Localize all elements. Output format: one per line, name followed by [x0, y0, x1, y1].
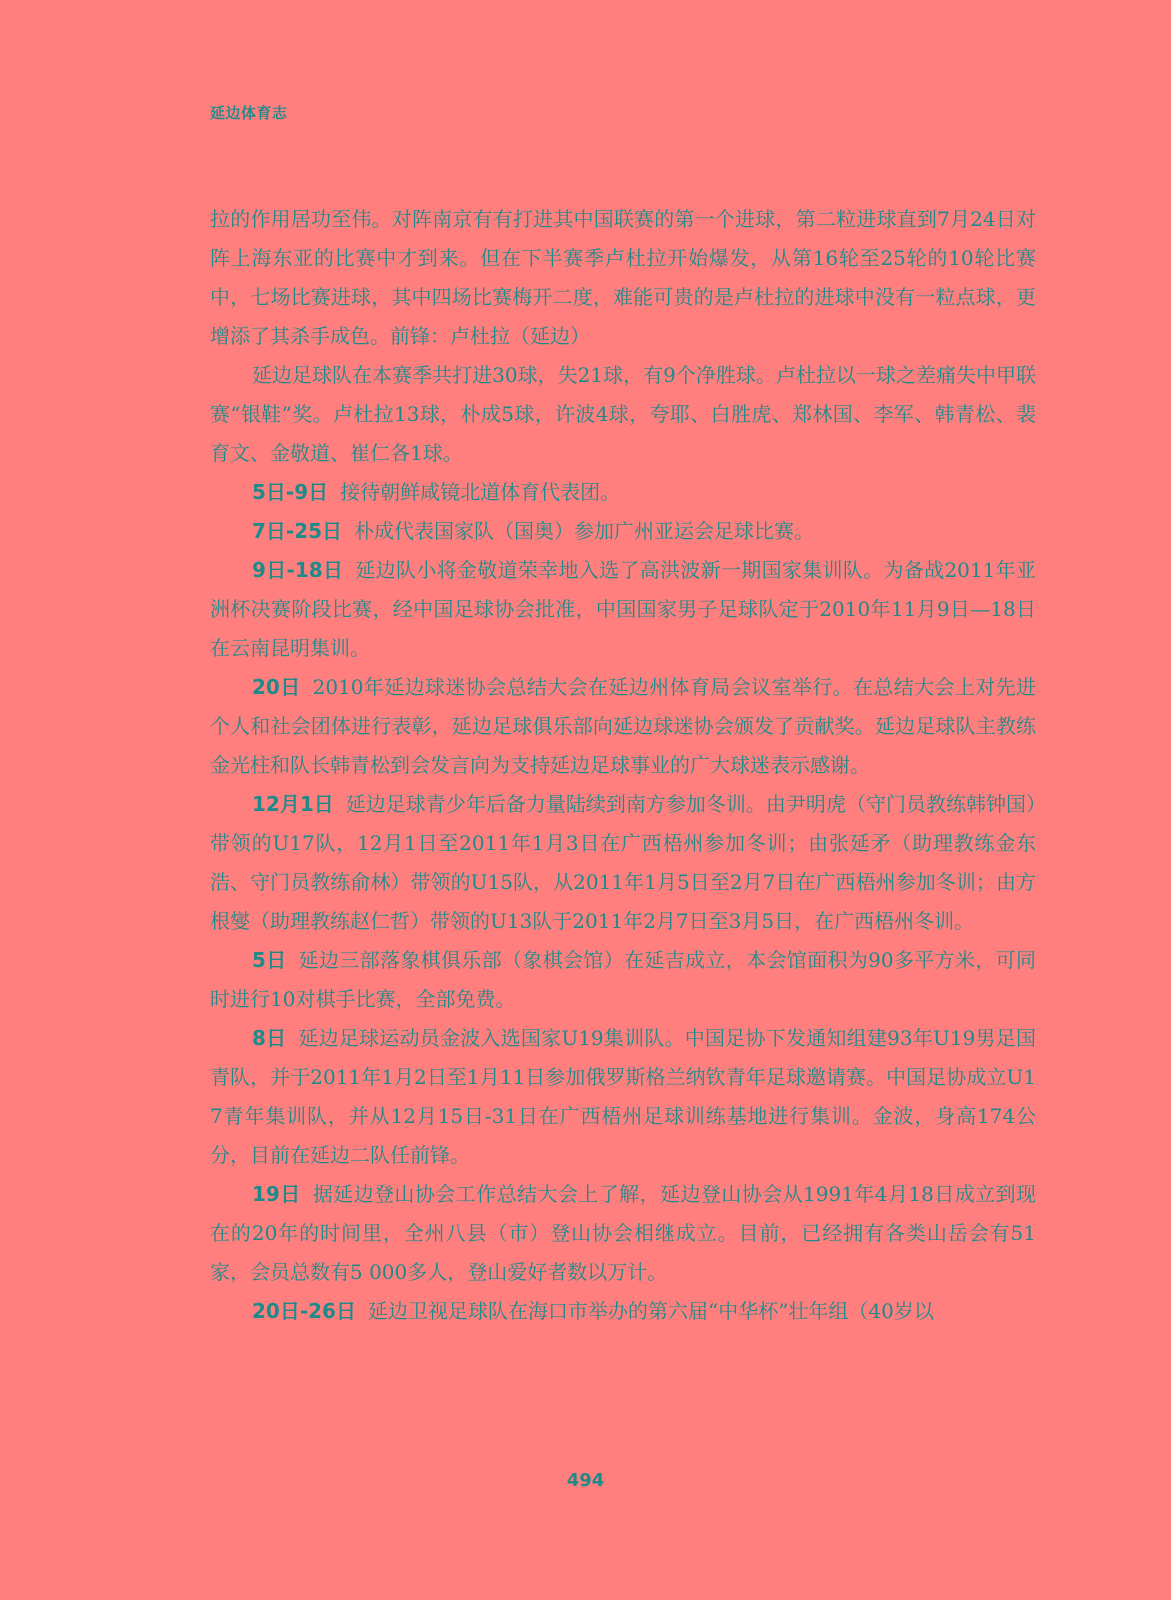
entry-text: 延边足球运动员金波入选国家U19集训队。中国足协下发通知组建93年U19男足国青队，并于2011年1月2日至1月11日参加俄罗斯格兰纳钦青年足球邀请赛。中国足协成立U17青年集训队，并从12月15日-31日在广西梧州足球训练基地进行集训。金波，身高174公分，目前在延边二队任前锋。	[210, 1026, 1036, 1167]
entry-text: 接待朝鲜咸镜北道体育代表团。	[340, 480, 621, 504]
dated-entry	[210, 941, 1036, 1019]
entry-date: 7日-25日	[252, 519, 343, 543]
entry-date: 20日	[252, 675, 301, 699]
entry-date: 5日	[252, 948, 287, 972]
entry-text: 延边卫视足球队在海口市举办的第六届“中华杯”壮年组（40岁以	[367, 1299, 934, 1323]
entry-text: 2010年延边球迷协会总结大会在延边州体育局会议室举行。在总结大会上对先进个人和社会团体进行表彰，延边足球俱乐部向延边球迷协会颁发了贡献奖。延边足球队主教练金光柱和队长韩青松到会发言向为支持延边足球事业的广大球迷表示感谢。	[210, 675, 1036, 777]
entry-date: 5日-9日	[252, 480, 329, 504]
entry-text: 延边足球青少年后备力量陆续到南方参加冬训。由尹明虎（守门员教练韩钟国）带领的U17队，12月1日至2011年1月3日在广西梧州参加冬训；由张延矛（助理教练金东浩、守门员教练俞林）带领的U15队，从2011年1月5日至2月7日在广西梧州参加冬训；由方根燮（助理教练赵仁哲）带领的U13队于2011年2月7日至3月5日，在广西梧州冬训。	[210, 792, 1037, 933]
entry-date: 19日	[252, 1182, 301, 1206]
running-header: 延边体育志	[210, 104, 288, 122]
dated-entry	[210, 1175, 1036, 1292]
dated-entry	[210, 551, 1036, 668]
paragraph-text: 延边足球队在本赛季共打进30球，失21球，有9个净胜球。卢杜拉以一球之差痛失中甲联赛“银鞋”奖。卢杜拉13球，朴成5球，许波4球，夸耶、白胜虎、郑林国、李军、韩青松、裴育文、金敬道、崔仁各1球。	[210, 363, 1036, 465]
page-number: 494	[566, 1470, 605, 1491]
entry-date: 8日	[252, 1026, 287, 1050]
entry-text: 延边队小将金敬道荣幸地入选了高洪波新一期国家集训队。为备战2011年亚洲杯决赛阶段比赛，经中国足球协会批准，中国国家男子足球队定于2010年11月9日—18日在云南昆明集训。	[210, 558, 1036, 660]
dated-entry	[210, 785, 1036, 941]
entry-date: 20日-26日	[252, 1299, 356, 1323]
paragraph	[210, 356, 1036, 473]
entry-date: 9日-18日	[252, 558, 344, 582]
entry-text: 延边三部落象棋俱乐部（象棋会馆）在延吉成立，本会馆面积为90多平方米，可同时进行10对棋手比赛，全部免费。	[210, 948, 1037, 1011]
entry-text: 朴成代表国家队（国奥）参加广州亚运会足球比赛。	[354, 519, 815, 543]
entry-text: 据延边登山协会工作总结大会上了解，延边登山协会从1991年4月18日成立到现在的20年的时间里，全州八县（市）登山协会相继成立。目前，已经拥有各类山岳会有51家，会员总数有5 000多人，登山爱好者数以万计。	[210, 1182, 1036, 1284]
dated-entry	[210, 1292, 1036, 1331]
dated-entry	[210, 668, 1036, 785]
dated-entry	[210, 1019, 1036, 1175]
dated-entry	[210, 512, 1036, 551]
paragraph-text: 拉的作用居功至伟。对阵南京有有打进其中国联赛的第一个进球，第二粒进球直到7月24日对阵上海东亚的比赛中才到来。但在下半赛季卢杜拉开始爆发，从第16轮至25轮的10轮比赛中，七场比赛进球，其中四场比赛梅开二度，难能可贵的是卢杜拉的进球中没有一粒点球，更增添了其杀手成色。前锋：卢杜拉（延边）	[210, 207, 1036, 348]
entry-date: 12月1日	[252, 792, 334, 816]
dated-entry	[210, 473, 1036, 512]
paragraph	[210, 200, 1036, 356]
body-text	[210, 200, 1036, 1331]
